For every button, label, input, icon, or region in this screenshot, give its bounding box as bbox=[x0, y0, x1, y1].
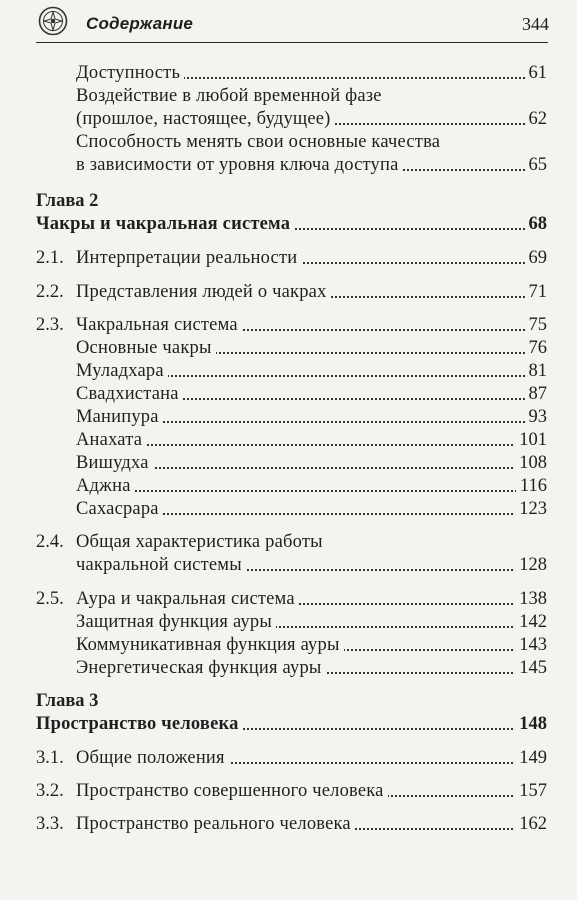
chapter-heading: Глава 2 bbox=[36, 191, 99, 211]
toc-entry-page: 62 bbox=[525, 107, 548, 131]
toc-entry bbox=[0, 746, 577, 770]
toc-entry bbox=[0, 359, 577, 383]
toc-entry-page: 87 bbox=[525, 382, 548, 406]
toc-entry-title: Представления людей о чакрах bbox=[76, 280, 331, 304]
toc-entry bbox=[0, 280, 577, 304]
toc-entry-number: 3.1. bbox=[36, 748, 64, 768]
toc-entry-page: 157 bbox=[515, 779, 547, 803]
toc-entry-number: 2.2. bbox=[36, 282, 64, 302]
toc-entry-number: 2.1. bbox=[36, 248, 64, 268]
toc-entry-title: Сахасрара bbox=[76, 497, 163, 521]
toc-entry-page: 93 bbox=[525, 405, 548, 429]
toc-entry bbox=[0, 587, 577, 611]
section-title: Содержание bbox=[86, 14, 194, 33]
toc-entry-number: 2.5. bbox=[36, 589, 64, 609]
toc-entry-number: 3.3. bbox=[36, 814, 64, 834]
toc-leader-dots bbox=[86, 444, 537, 446]
toc-entry bbox=[0, 84, 577, 108]
toc-entry-title: Основные чакры bbox=[76, 336, 216, 360]
toc-entry-title: Аджна bbox=[76, 474, 135, 498]
toc-entry-page: 108 bbox=[515, 451, 547, 475]
toc-entry bbox=[0, 130, 577, 154]
toc-entry-title: Аура и чакральная система bbox=[76, 587, 299, 611]
toc-entry-title: Общие положения bbox=[76, 746, 229, 770]
toc-entry bbox=[0, 656, 577, 680]
toc-entry bbox=[0, 336, 577, 360]
toc-entry-page: 138 bbox=[515, 587, 547, 611]
toc-entry-page: 142 bbox=[515, 610, 547, 634]
toc-entry-title: (прошлое, настоящее, будущее) bbox=[76, 107, 335, 131]
toc-entry-title: Муладхара bbox=[76, 359, 168, 383]
toc-entry-page: 75 bbox=[525, 313, 548, 337]
toc-entry-title: Свадхистана bbox=[76, 382, 183, 406]
toc-entry-page: 71 bbox=[525, 280, 548, 304]
toc-entry-page: 65 bbox=[525, 153, 548, 177]
toc-entry-page: 128 bbox=[515, 553, 547, 577]
toc-entry-number: 2.4. bbox=[36, 532, 64, 552]
toc-entry-title: Воздействие в любой временной фазе bbox=[76, 84, 386, 108]
toc-entry-title: чакральной системы bbox=[76, 553, 246, 577]
toc-entry-title: Чакральная система bbox=[76, 313, 242, 337]
toc-entry-page: 68 bbox=[525, 212, 548, 236]
toc-entry bbox=[0, 633, 577, 657]
toc-entry bbox=[0, 530, 577, 554]
toc-entry bbox=[0, 553, 577, 577]
toc-entry-title: Общая характеристика работы bbox=[76, 530, 327, 554]
toc-entry bbox=[0, 212, 577, 236]
toc-entry bbox=[0, 61, 577, 85]
toc-entry bbox=[0, 779, 577, 803]
toc-entry bbox=[0, 712, 577, 736]
toc-entry-title: Способность менять свои основные качества bbox=[76, 130, 444, 154]
toc-entry-title: Интерпретации реальности bbox=[76, 246, 301, 270]
toc-entry bbox=[0, 382, 577, 406]
toc-entry bbox=[0, 474, 577, 498]
toc-entry-page: 145 bbox=[515, 656, 547, 680]
toc-leader-dots bbox=[86, 467, 537, 469]
toc-entry-title: Коммуникативная функция ауры bbox=[76, 633, 344, 657]
toc-entry-page: 149 bbox=[515, 746, 547, 770]
toc-entry-page: 148 bbox=[515, 712, 547, 736]
emblem-icon bbox=[38, 6, 68, 36]
chapter-heading: Глава 3 bbox=[36, 691, 99, 711]
toc-entry-page: 61 bbox=[525, 61, 548, 85]
toc-entry bbox=[0, 153, 577, 177]
toc-entry-title: Вишудха bbox=[76, 451, 153, 475]
toc-entry-number: 3.2. bbox=[36, 781, 64, 801]
toc-entry bbox=[0, 812, 577, 836]
toc-leader-dots bbox=[86, 490, 537, 492]
toc-entry bbox=[0, 246, 577, 270]
toc-entry bbox=[0, 405, 577, 429]
toc-entry-title: Пространство человека bbox=[36, 712, 243, 736]
toc-entry-title: Защитная функция ауры bbox=[76, 610, 276, 634]
toc-entry bbox=[0, 497, 577, 521]
toc-entry-title: Пространство реального человека bbox=[76, 812, 355, 836]
toc-entry-page: 69 bbox=[525, 246, 548, 270]
toc-entry bbox=[0, 313, 577, 337]
toc-entry-page: 101 bbox=[515, 428, 547, 452]
header-rule bbox=[36, 42, 548, 43]
toc-entry bbox=[0, 107, 577, 131]
page-header bbox=[0, 0, 577, 44]
toc-entry-title: Анахата bbox=[76, 428, 146, 452]
toc-entry-number: 2.3. bbox=[36, 315, 64, 335]
toc-entry-page: 162 bbox=[515, 812, 547, 836]
toc-entry-title: Пространство совершенного человека bbox=[76, 779, 388, 803]
toc-entry-page: 81 bbox=[525, 359, 548, 383]
toc-entry bbox=[0, 610, 577, 634]
toc-entry-page: 143 bbox=[515, 633, 547, 657]
toc-entry-title: Энергетическая функция ауры bbox=[76, 656, 326, 680]
toc-entry-page: 116 bbox=[516, 474, 547, 498]
toc-entry-page: 76 bbox=[525, 336, 548, 360]
toc-entry-title: Манипура bbox=[76, 405, 163, 429]
toc-entry-page: 123 bbox=[515, 497, 547, 521]
toc-entry bbox=[0, 451, 577, 475]
toc-entry-title: в зависимости от уровня ключа доступа bbox=[76, 153, 403, 177]
toc-entry bbox=[0, 428, 577, 452]
toc-entry-title: Доступность bbox=[76, 61, 184, 85]
toc-entry-title: Чакры и чакральная система bbox=[36, 212, 294, 236]
page-number: 344 bbox=[522, 14, 549, 34]
